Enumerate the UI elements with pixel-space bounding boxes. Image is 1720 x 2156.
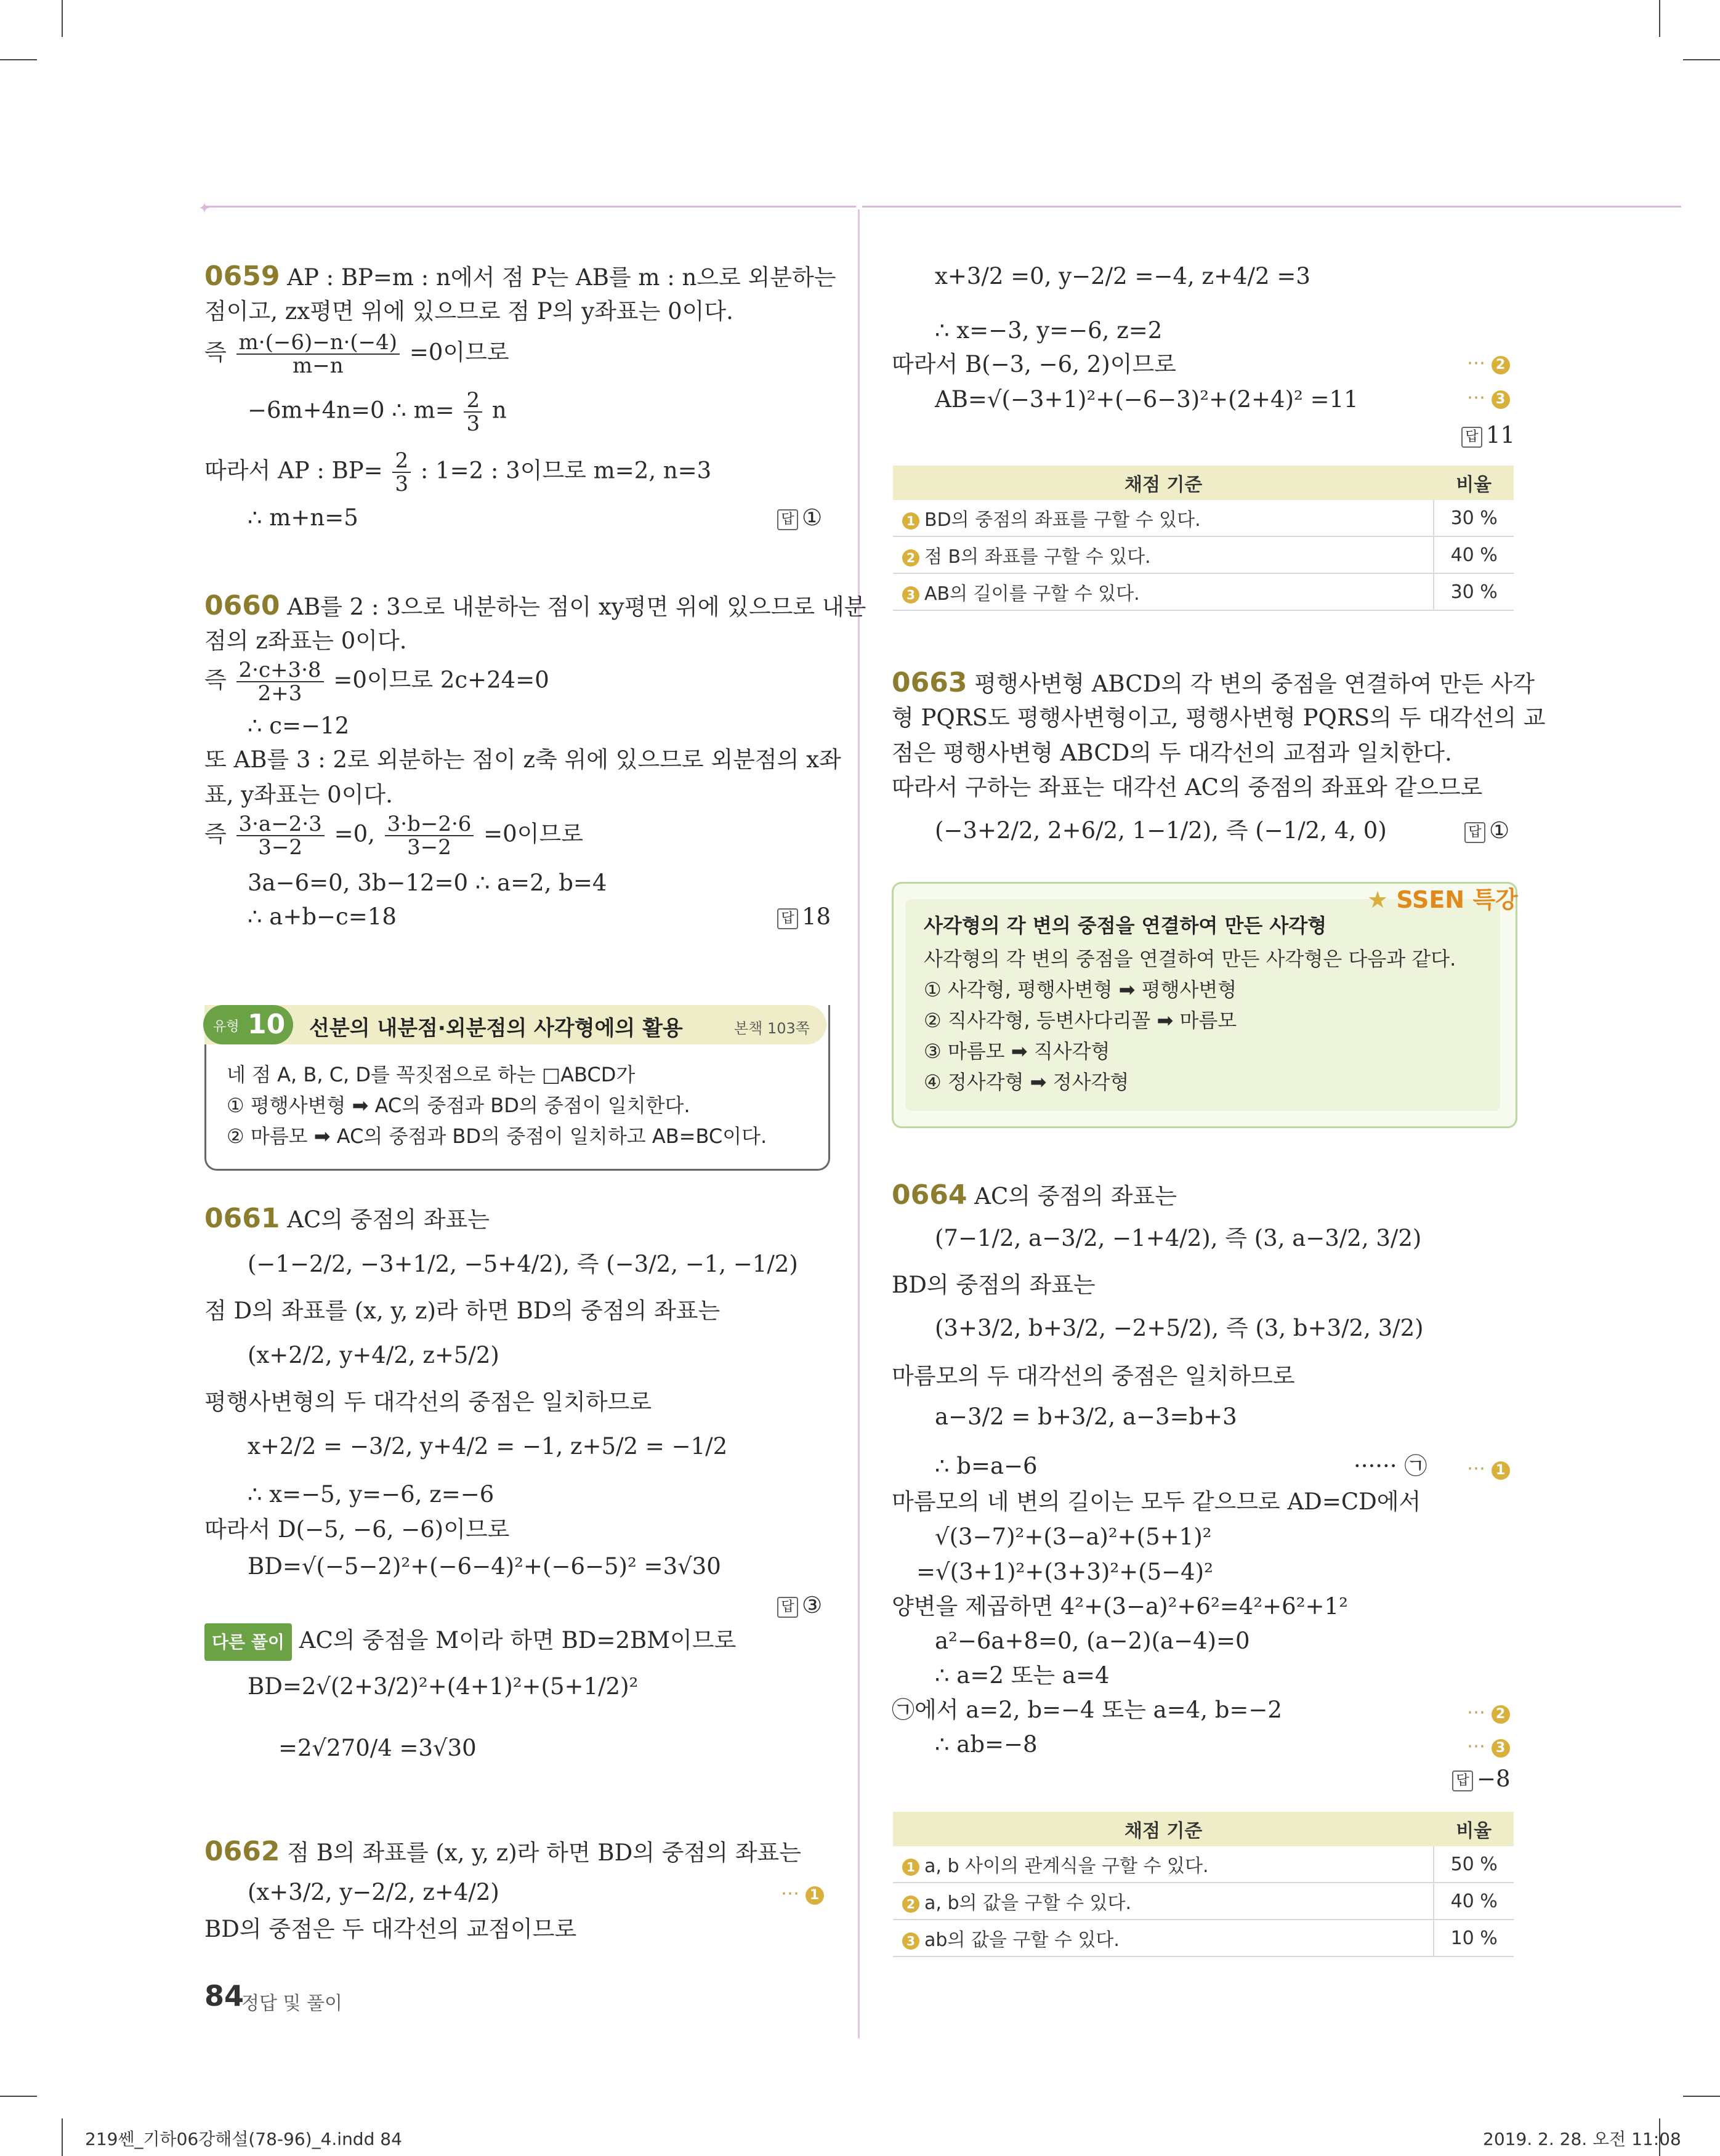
step-1-icon: 1: [805, 1886, 824, 1905]
problem-number: 0664: [892, 1179, 967, 1211]
p0664-line6: a−3/2 = b+3/2, a−3=b+3: [935, 1403, 1237, 1430]
type-line3: ② 마름모 ➡ AC의 중점과 BD의 중점이 일치하고 AB=BC이다.: [227, 1124, 767, 1148]
column-divider: [858, 209, 860, 2038]
fraction: $\frac{3\cdot b-2\cdot 6}{3-2}$: [385, 813, 474, 858]
scoring-table: [893, 466, 1514, 611]
step-marker: ⋯ 3: [1467, 387, 1510, 409]
print-datetime: 2019. 2. 28. 오전 11:08: [1483, 2129, 1681, 2149]
table-header: 비율: [1434, 1812, 1514, 1846]
p0661-line8: 따라서 D(−5, −6, −6)이므로: [204, 1516, 510, 1543]
crop-mark: [1683, 59, 1720, 60]
step-1-icon: 1: [1492, 1461, 1510, 1480]
tip-brand-text: SSEN 특강: [1396, 886, 1518, 913]
type-badge-number: 10: [248, 1009, 286, 1040]
p0659-line5: [204, 450, 711, 495]
table-row: 1 BD의 중점의 좌표를 구할 수 있다. 30 %: [893, 500, 1514, 536]
p0662-line1: [204, 1834, 801, 1870]
p0661-line7: ∴ x=−5, y=−6, z=−6: [248, 1481, 495, 1508]
step-3-icon: 3: [1492, 1739, 1510, 1758]
alt-solution-badge: 다른 풀이: [204, 1623, 292, 1661]
fraction: $\frac{3\cdot a-2\cdot 3}{3-2}$: [236, 813, 325, 858]
p0664-line3: BD의 중점의 좌표는: [892, 1272, 1096, 1298]
step-marker: ⋯ 2: [1467, 1702, 1510, 1724]
tip-title: 사각형의 각 변의 중점을 연결하여 만든 사각형: [924, 914, 1327, 937]
p0659-line3: [204, 331, 509, 377]
p0664-line7: ∴ b=a−6: [935, 1453, 1038, 1479]
crop-mark: [62, 2118, 63, 2156]
p0663-line4: 따라서 구하는 좌표는 대각선 AC의 중점의 좌표와 같으므로: [892, 774, 1483, 801]
text: 따라서 AP : BP=: [204, 457, 383, 484]
p0662-r3: 따라서 B(−3, −6, 2)이므로: [892, 351, 1176, 378]
alt-line2: BD=2√(2+3/2)²+(4+1)²+(5+1/2)²: [248, 1673, 639, 1700]
p0661-line9: BD=√(−5−2)²+(−6−4)²+(−6−5)² =3√30: [248, 1553, 721, 1580]
step-2-icon: 2: [1492, 356, 1510, 374]
text: AC의 중점의 좌표는: [974, 1183, 1177, 1209]
text: =0이므로 2c+24=0: [333, 666, 549, 693]
p0663-line1: [892, 665, 1535, 701]
p0664-line12: a²−6a+8=0, (a−2)(a−4)=0: [935, 1628, 1250, 1654]
top-rule-right: [862, 206, 1681, 208]
p0660-line7: [204, 813, 583, 858]
p0664-line13: ∴ a=2 또는 a=4: [935, 1662, 1110, 1689]
type-line2: ① 평행사변형 ➡ AC의 중점과 BD의 중점이 일치한다.: [227, 1094, 690, 1117]
type-title: 선분의 내분점·외분점의 사각형에의 활용: [309, 1016, 683, 1041]
p0662-r2: ∴ x=−3, y=−6, z=2: [935, 317, 1163, 344]
step-3-icon: 3: [1492, 390, 1510, 409]
p0660-line4: ∴ c=−12: [248, 713, 350, 739]
p0662-r4: AB=√(−3+1)²+(−6−3)²+(2+4)² =11: [935, 386, 1359, 413]
step-marker: ⋯ 2: [1467, 352, 1510, 374]
type-header: [204, 1005, 826, 1044]
tip-line2: ① 사각형, 평행사변형 ➡ 평행사변형: [924, 978, 1237, 1001]
text: =0이므로: [409, 339, 509, 366]
p0661-line5: 평행사변형의 두 대각선의 중점은 일치하므로: [204, 1389, 652, 1415]
p0663-line5: (−3+2/2, 2+6/2, 1−1/2), 즉 (−1/2, 4, 0): [935, 817, 1387, 844]
star-icon: ★: [1367, 886, 1389, 913]
star-icon: ✦: [198, 200, 211, 217]
p0664-line11: 양변을 제곱하면 4²+(3−a)²+6²=4²+6²+1²: [892, 1593, 1348, 1620]
p0664-line8: 마름모의 네 변의 길이는 모두 같으므로 AD=CD에서: [892, 1488, 1421, 1515]
p0661-line2: (−1−2/2, −3+1/2, −5+4/2), 즉 (−3/2, −1, −1/2): [248, 1251, 798, 1277]
crop-mark: [62, 0, 63, 37]
p0661-line1: [204, 1201, 490, 1237]
p0660-line6: 표, y좌표는 0이다.: [204, 781, 393, 808]
top-rule-left: [203, 206, 856, 208]
p0664-line14: ㉠에서 a=2, b=−4 또는 a=4, b=−2: [892, 1697, 1282, 1723]
problem-number: 0663: [892, 667, 967, 698]
step-2-icon: 2: [1492, 1705, 1510, 1724]
table-header: 비율: [1434, 466, 1514, 500]
p0660-line5: 또 AB를 3 : 2로 외분하는 점이 z축 위에 있으므로 외분점의 x좌: [204, 746, 841, 773]
p0664-line9: √(3−7)²+(3−a)²+(5+1)²: [935, 1524, 1212, 1550]
crop-mark: [0, 59, 37, 60]
answer: [1464, 813, 1509, 848]
page-label: 정답 및 풀이: [241, 1993, 342, 2014]
problem-number: 0662: [204, 1836, 280, 1867]
answer: [777, 500, 822, 535]
fraction: $\frac{2}{3}$: [464, 389, 482, 435]
crop-mark: [0, 2096, 37, 2097]
tip-line1: 사각형의 각 변의 중점을 연결하여 만든 사각형은 다음과 같다.: [924, 947, 1456, 971]
answer-value: 11: [1486, 422, 1516, 448]
answer: [777, 899, 831, 934]
answer: [1452, 1761, 1511, 1796]
problem-number: 0661: [204, 1203, 280, 1234]
tip-brand: [1367, 881, 1518, 914]
p0663-line3: 점은 평행사변형 ABCD의 두 대각선의 교점과 일치한다.: [892, 740, 1452, 766]
text: n: [491, 397, 507, 424]
answer-value: −8: [1477, 1766, 1511, 1792]
p0664-line4: (3+3/2, b+3/2, −2+5/2), 즉 (3, b+3/2, 3/2): [935, 1315, 1424, 1341]
type-line1: 네 점 A, B, C, D를 꼭짓점으로 하는 □ABCD가: [227, 1063, 636, 1086]
text: 평행사변형 ABCD의 각 변의 중점을 연결하여 만든 사각: [974, 671, 1535, 697]
p0664-line5: 마름모의 두 대각선의 중점은 일치하므로: [892, 1363, 1295, 1389]
p0660-line8: 3a−6=0, 3b−12=0 ∴ a=2, b=4: [248, 870, 607, 896]
answer-value: ③: [802, 1592, 823, 1618]
answer: [777, 1588, 822, 1623]
p0660-line3: [204, 659, 549, 705]
text: : 1=2 : 3이므로 m=2, n=3: [420, 457, 712, 484]
step-marker: ⋯ 1: [781, 1883, 824, 1905]
text: 즉: [204, 820, 227, 847]
fraction: $\frac{2}{3}$: [392, 450, 411, 495]
text: 점 B의 좌표를 (x, y, z)라 하면 BD의 중점의 좌표는: [287, 1839, 802, 1866]
page-number: 84: [204, 1979, 244, 2013]
text: AC의 중점의 좌표는: [287, 1206, 490, 1233]
text: AC의 중점을 M이라 하면 BD=2BM이므로: [299, 1627, 737, 1653]
crop-mark: [1683, 2096, 1720, 2097]
text: 즉: [204, 339, 227, 366]
answer-value: ①: [1489, 817, 1510, 844]
text: =0이므로: [483, 820, 583, 847]
text: −6m+4n=0 ∴ m=: [248, 397, 454, 424]
p0660-line2: 점의 z좌표는 0이다.: [204, 628, 407, 654]
tip-line4: ③ 마름모 ➡ 직사각형: [924, 1040, 1110, 1063]
text: AP : BP=m : n에서 점 P는 AB를 m : n으로 외분하는: [287, 264, 836, 291]
p0659-line6: ∴ m+n=5: [248, 504, 358, 531]
type-badge: [203, 1005, 293, 1044]
answer-value: ①: [802, 504, 823, 531]
table-row: 2 a, b의 값을 구할 수 있다. 40 %: [893, 1883, 1514, 1920]
answer-value: 18: [802, 903, 831, 930]
tip-line3: ② 직사각형, 등변사다리꼴 ➡ 마름모: [924, 1009, 1237, 1032]
table-row: 1 a, b 사이의 관계식을 구할 수 있다. 50 %: [893, 1846, 1514, 1883]
p0659-line1: [204, 259, 836, 295]
type-badge-label: 유형: [213, 1019, 240, 1035]
table-header: 채점 기준: [893, 1812, 1434, 1846]
text: 즉: [204, 666, 227, 693]
p0663-line2: 형 PQRS도 평행사변형이고, 평행사변형 PQRS의 두 대각선의 교: [892, 705, 1546, 731]
p0661-line4: (x+2/2, y+4/2, z+5/2): [248, 1342, 499, 1368]
p0664-line10: =√(3+1)²+(3+3)²+(5−4)²: [916, 1559, 1213, 1585]
answer-icon: 답: [1452, 1770, 1473, 1791]
p0661-line3: 점 D의 좌표를 (x, y, z)라 하면 BD의 중점의 좌표는: [204, 1298, 721, 1324]
problem-number: 0660: [204, 590, 280, 621]
p0660-line9: ∴ a+b−c=18: [248, 903, 397, 930]
p0659-line4: [248, 389, 507, 435]
answer: [1461, 418, 1515, 453]
p0664-line1: [892, 1177, 1177, 1214]
table-row: 2 점 B의 좌표를 구할 수 있다. 40 %: [893, 536, 1514, 573]
text: AB를 2 : 3으로 내분하는 점이 xy평면 위에 있으므로 내분: [287, 594, 866, 620]
p0661-line6: x+2/2 = −3/2, y+4/2 = −1, z+5/2 = −1/2: [248, 1433, 728, 1460]
answer-icon: 답: [777, 908, 798, 929]
p0662-line3: BD의 중점은 두 대각선의 교점이므로: [204, 1916, 577, 1942]
tip-line5: ④ 정사각형 ➡ 정사각형: [924, 1070, 1129, 1094]
p0659-line2: 점이고, zx평면 위에 있으므로 점 P의 y좌표는 0이다.: [204, 298, 733, 325]
answer-icon: 답: [777, 1597, 798, 1618]
p0664-line7-mark: ······ ㉠: [1354, 1453, 1427, 1479]
crop-mark: [1659, 0, 1660, 37]
type-ref: 본책 103쪽: [734, 1020, 810, 1037]
answer-icon: 답: [1464, 822, 1485, 843]
file-slug: 219쎈_기하06강해설(78-96)_4.indd 84: [85, 2129, 402, 2149]
fraction: $\frac{m\cdot(-6)-n\cdot(-4)}{m-n}$: [236, 331, 400, 377]
p0660-line1: [204, 588, 866, 624]
problem-number: 0659: [204, 260, 280, 292]
p0664-line2: (7−1/2, a−3/2, −1+4/2), 즉 (3, a−3/2, 3/2): [935, 1225, 1422, 1251]
alt-line3: =2√270/4 =3√30: [278, 1735, 477, 1761]
step-marker: ⋯ 1: [1467, 1458, 1510, 1480]
scoring-table: [893, 1812, 1514, 1957]
table-header: 채점 기준: [893, 466, 1434, 500]
table-row: 3 ab의 값을 구할 수 있다. 10 %: [893, 1920, 1514, 1956]
p0662-line2: (x+3/2, y−2/2, z+4/2): [248, 1879, 499, 1905]
alt-solution: [204, 1623, 736, 1661]
p0662-r1: x+3/2 =0, y−2/2 =−4, z+4/2 =3: [935, 263, 1310, 289]
table-row: 3 AB의 길이를 구할 수 있다. 30 %: [893, 573, 1514, 610]
text: =0,: [334, 820, 375, 847]
answer-icon: 답: [777, 509, 798, 530]
answer-icon: 답: [1461, 427, 1482, 448]
step-marker: ⋯ 3: [1467, 1735, 1510, 1758]
p0664-line15: ∴ ab=−8: [935, 1731, 1038, 1758]
fraction: $\frac{2\cdot c+3\cdot 8}{2+3}$: [236, 659, 324, 705]
